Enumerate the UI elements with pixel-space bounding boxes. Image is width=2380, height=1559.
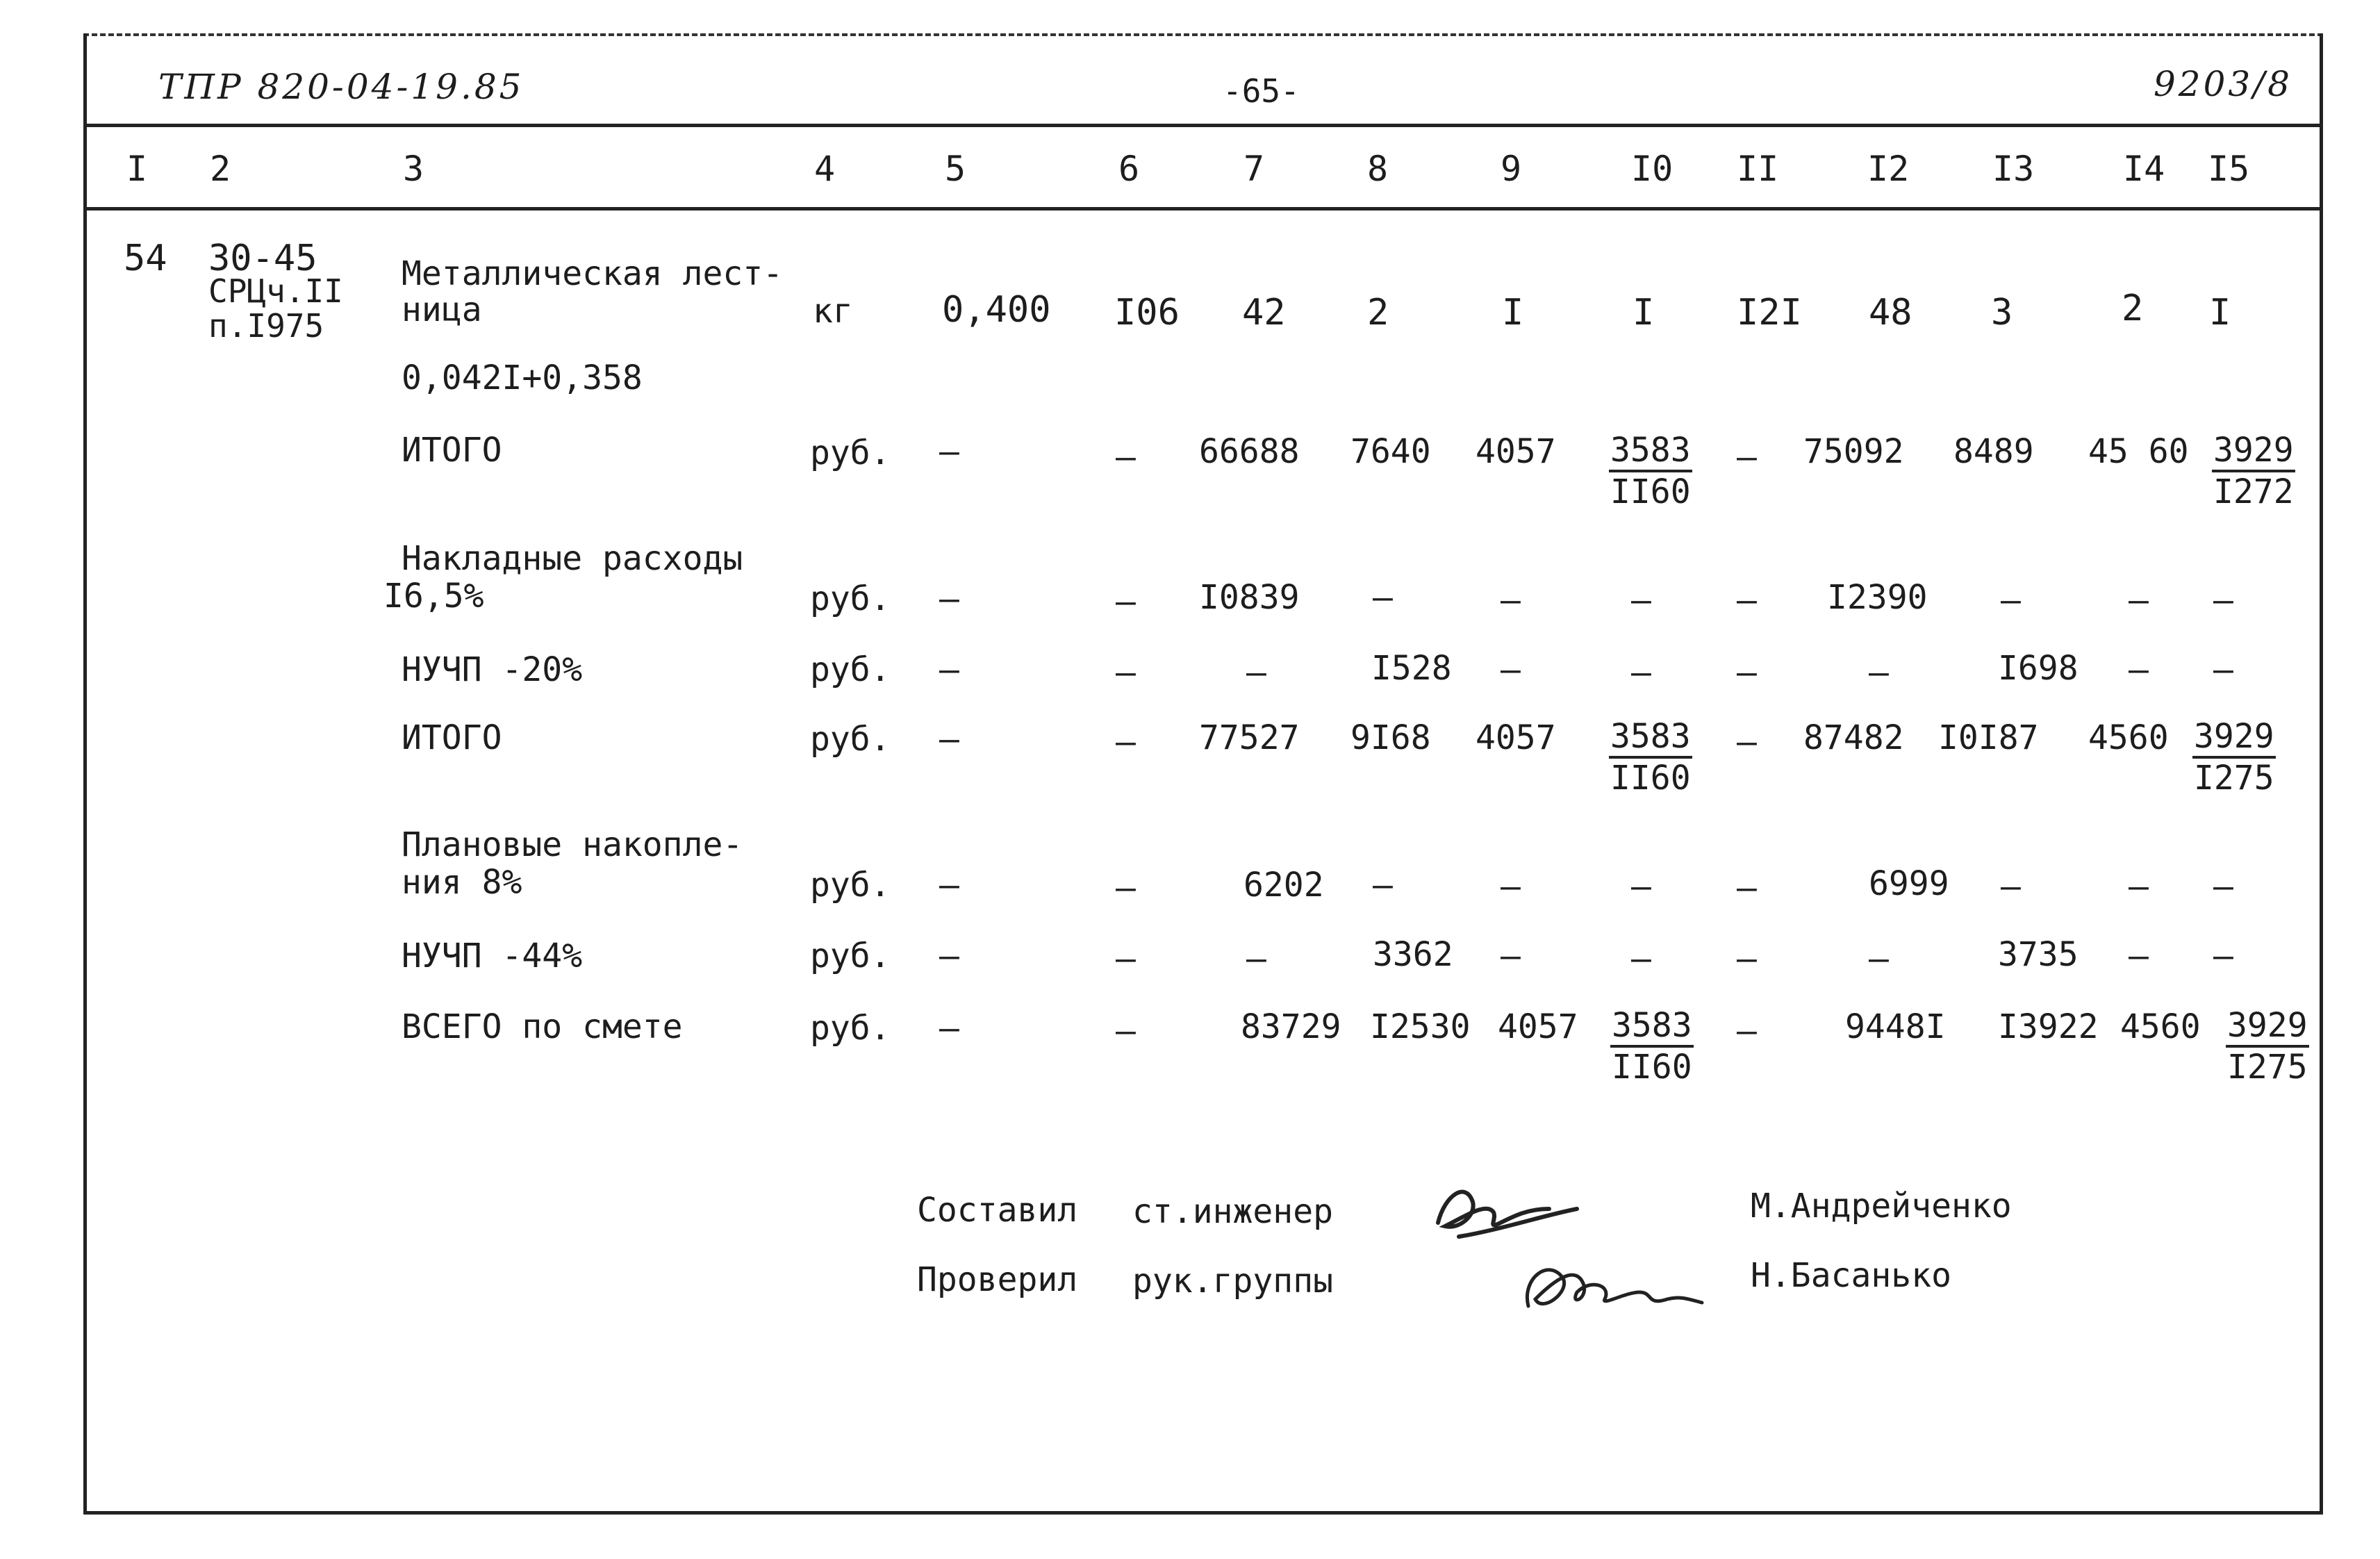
row-c8: 7640	[1350, 432, 1431, 471]
row-c7: 83729	[1241, 1007, 1341, 1046]
row-c6: –	[1116, 1012, 1136, 1050]
row-c9: 4057	[1476, 432, 1556, 471]
row-unit: руб.	[810, 434, 891, 472]
row-label-line-2: I6,5%	[383, 577, 484, 616]
item-ref-2: СРЦч.II	[208, 272, 343, 310]
row-c13: 3735	[1998, 935, 2079, 974]
row-unit: руб.	[810, 650, 891, 689]
row-c13: I3922	[1998, 1007, 2099, 1046]
row-c10: –	[1631, 581, 1651, 620]
item-c10: I	[1633, 292, 1655, 333]
fraction-numerator: 3929	[2212, 434, 2295, 472]
row-c5: –	[939, 866, 959, 905]
row-c9: –	[1501, 937, 1521, 975]
row-label: ИТОГО	[402, 718, 502, 757]
row-c15-fraction	[2192, 717, 2276, 798]
item-c14: 2	[2122, 288, 2144, 329]
col-num-13: I3	[1992, 149, 2035, 189]
row-label-line-2: ния 8%	[402, 863, 522, 902]
row-c13: I0I87	[1938, 718, 2039, 757]
compiled-name: М.Андрейченко	[1751, 1187, 2012, 1226]
row-c10-fraction	[1609, 717, 1692, 798]
row-c14: 45 60	[2088, 432, 2189, 471]
col-num-15: I5	[2208, 149, 2250, 189]
row-c13: I698	[1998, 649, 2079, 688]
row-c14: 4560	[2088, 718, 2169, 757]
row-label: НУЧП -44%	[402, 937, 583, 975]
row-c12: 9448I	[1845, 1007, 1946, 1046]
item-name-line-1: Металлическая лест-	[402, 254, 784, 293]
row-unit: руб.	[810, 937, 891, 975]
col-num-6: 6	[1118, 149, 1140, 189]
row-c10-fraction	[1610, 1006, 1694, 1087]
row-c12: –	[1869, 939, 1889, 978]
row-c10: –	[1631, 867, 1651, 906]
row-c9: 4057	[1476, 718, 1556, 757]
item-c7: 42	[1242, 292, 1286, 333]
row-c8: –	[1373, 866, 1393, 905]
row-c7: 77527	[1199, 718, 1300, 757]
checked-label: Проверил	[917, 1260, 1078, 1299]
row-c15: –	[2213, 937, 2233, 975]
row-c8: 9I68	[1350, 718, 1431, 757]
row-label-line-1: Накладные расходы	[402, 539, 743, 578]
item-c8: 2	[1367, 292, 1389, 333]
item-number: 54	[124, 238, 167, 279]
item-ref-3: п.I975	[208, 307, 324, 345]
row-unit: руб.	[810, 579, 891, 618]
row-c12: –	[1869, 653, 1889, 692]
row-c9: –	[1501, 581, 1521, 620]
compiled-label: Составил	[917, 1191, 1078, 1230]
item-ref-1: 30-45	[208, 238, 317, 279]
col-num-12: I2	[1867, 149, 1910, 189]
item-c5: 0,400	[942, 289, 1051, 331]
item-c9: I	[1502, 292, 1524, 333]
header-rule	[87, 124, 2320, 127]
item-unit: кг	[813, 292, 853, 331]
fraction-numerator: 3583	[1609, 434, 1692, 472]
fraction-denominator: II60	[1610, 472, 1691, 511]
row-c15-fraction	[2212, 431, 2295, 511]
row-c11: –	[1737, 581, 1757, 620]
col-num-3: 3	[403, 149, 424, 189]
item-c15: I	[2209, 292, 2231, 333]
fraction-numerator: 3929	[2192, 720, 2276, 759]
row-c8: I2530	[1370, 1007, 1471, 1046]
row-c7: I0839	[1199, 578, 1300, 617]
checked-role: рук.группы	[1132, 1262, 1333, 1301]
row-c5: –	[939, 1009, 959, 1048]
row-c10: –	[1631, 939, 1651, 978]
fraction-denominator: I275	[2227, 1048, 2308, 1087]
row-c5: –	[939, 937, 959, 975]
row-c14: –	[2129, 650, 2149, 689]
row-c12: 87482	[1803, 718, 1904, 757]
row-c14: –	[2129, 937, 2149, 975]
row-c15: –	[2213, 867, 2233, 906]
col-num-14: I4	[2123, 149, 2165, 189]
row-c7: 66688	[1199, 432, 1300, 471]
row-unit: руб.	[810, 720, 891, 759]
row-c14: –	[2129, 581, 2149, 620]
row-c7: –	[1246, 653, 1266, 692]
document-code: ТПР 820-04-19.85	[158, 67, 524, 107]
row-c12: 6999	[1869, 864, 1949, 903]
row-c8: –	[1373, 578, 1393, 617]
row-c6: –	[1116, 438, 1136, 477]
item-c6: I06	[1114, 292, 1180, 333]
col-num-11: II	[1737, 149, 1779, 189]
fraction-denominator: II60	[1612, 1048, 1692, 1087]
row-c12: I2390	[1827, 578, 1928, 617]
row-c11: –	[1737, 1012, 1757, 1050]
col-num-8: 8	[1367, 149, 1389, 189]
row-c9: 4057	[1498, 1007, 1578, 1046]
row-c6: –	[1116, 653, 1136, 692]
row-c15-fraction	[2226, 1006, 2309, 1087]
fraction-denominator: I272	[2213, 472, 2294, 511]
row-c15: –	[2213, 650, 2233, 689]
row-c5: –	[939, 432, 959, 471]
row-c8: 3362	[1373, 935, 1453, 974]
item-name-line-2: ница	[402, 290, 482, 329]
row-c11: –	[1737, 939, 1757, 978]
sheet-number: 9203/8	[2154, 64, 2292, 104]
row-c13: –	[2001, 867, 2021, 906]
item-c13: 3	[1991, 292, 2013, 333]
fraction-numerator: 3583	[1610, 1009, 1694, 1048]
row-c7: –	[1246, 939, 1266, 978]
fraction-denominator: I275	[2194, 759, 2274, 798]
row-c8: I528	[1371, 649, 1452, 688]
row-c11: –	[1737, 723, 1757, 761]
item-c11: I2I	[1737, 292, 1802, 333]
row-label-line-1: Плановые накопле-	[402, 825, 743, 864]
row-c5: –	[939, 579, 959, 618]
row-label: ИТОГО	[402, 431, 502, 470]
row-c13: 8489	[1953, 432, 2034, 471]
row-c9: –	[1501, 867, 1521, 906]
col-num-7: 7	[1243, 149, 1265, 189]
row-c11: –	[1737, 868, 1757, 907]
row-c10: –	[1631, 653, 1651, 692]
row-label: ВСЕГО по смете	[402, 1007, 683, 1046]
row-label: НУЧП -20%	[402, 650, 583, 689]
row-unit: руб.	[810, 866, 891, 905]
fraction-denominator: II60	[1610, 759, 1691, 798]
row-c6: –	[1116, 582, 1136, 621]
fraction-numerator: 3583	[1609, 720, 1692, 759]
row-c5: –	[939, 650, 959, 689]
row-c15: –	[2213, 581, 2233, 620]
item-c12: 48	[1869, 292, 1912, 333]
row-c11: –	[1737, 653, 1757, 692]
row-c11: –	[1737, 438, 1757, 477]
col-num-10: I0	[1631, 149, 1674, 189]
row-c7: 6202	[1243, 866, 1324, 905]
row-c6: –	[1116, 939, 1136, 978]
col-num-2: 2	[210, 149, 231, 189]
checked-name: Н.Басанько	[1751, 1256, 1951, 1295]
compiled-role: ст.инженер	[1132, 1192, 1333, 1231]
row-c9: –	[1501, 650, 1521, 689]
col-num-9: 9	[1501, 149, 1522, 189]
row-c6: –	[1116, 868, 1136, 907]
column-header-rule	[87, 207, 2320, 211]
row-c6: –	[1116, 723, 1136, 761]
row-c13: –	[2001, 581, 2021, 620]
col-num-1: I	[126, 149, 148, 189]
row-unit: руб.	[810, 1009, 891, 1048]
page-number: -65-	[1223, 72, 1300, 110]
fraction-numerator: 3929	[2226, 1009, 2309, 1048]
row-c14: 4560	[2120, 1007, 2201, 1046]
row-c14: –	[2129, 867, 2149, 906]
signature-scribble-2	[1501, 1237, 1723, 1327]
item-formula: 0,042I+0,358	[402, 358, 643, 397]
row-c12: 75092	[1803, 432, 1904, 471]
row-c5: –	[939, 720, 959, 759]
col-num-4: 4	[814, 149, 836, 189]
row-c10-fraction	[1609, 431, 1692, 511]
col-num-5: 5	[945, 149, 966, 189]
